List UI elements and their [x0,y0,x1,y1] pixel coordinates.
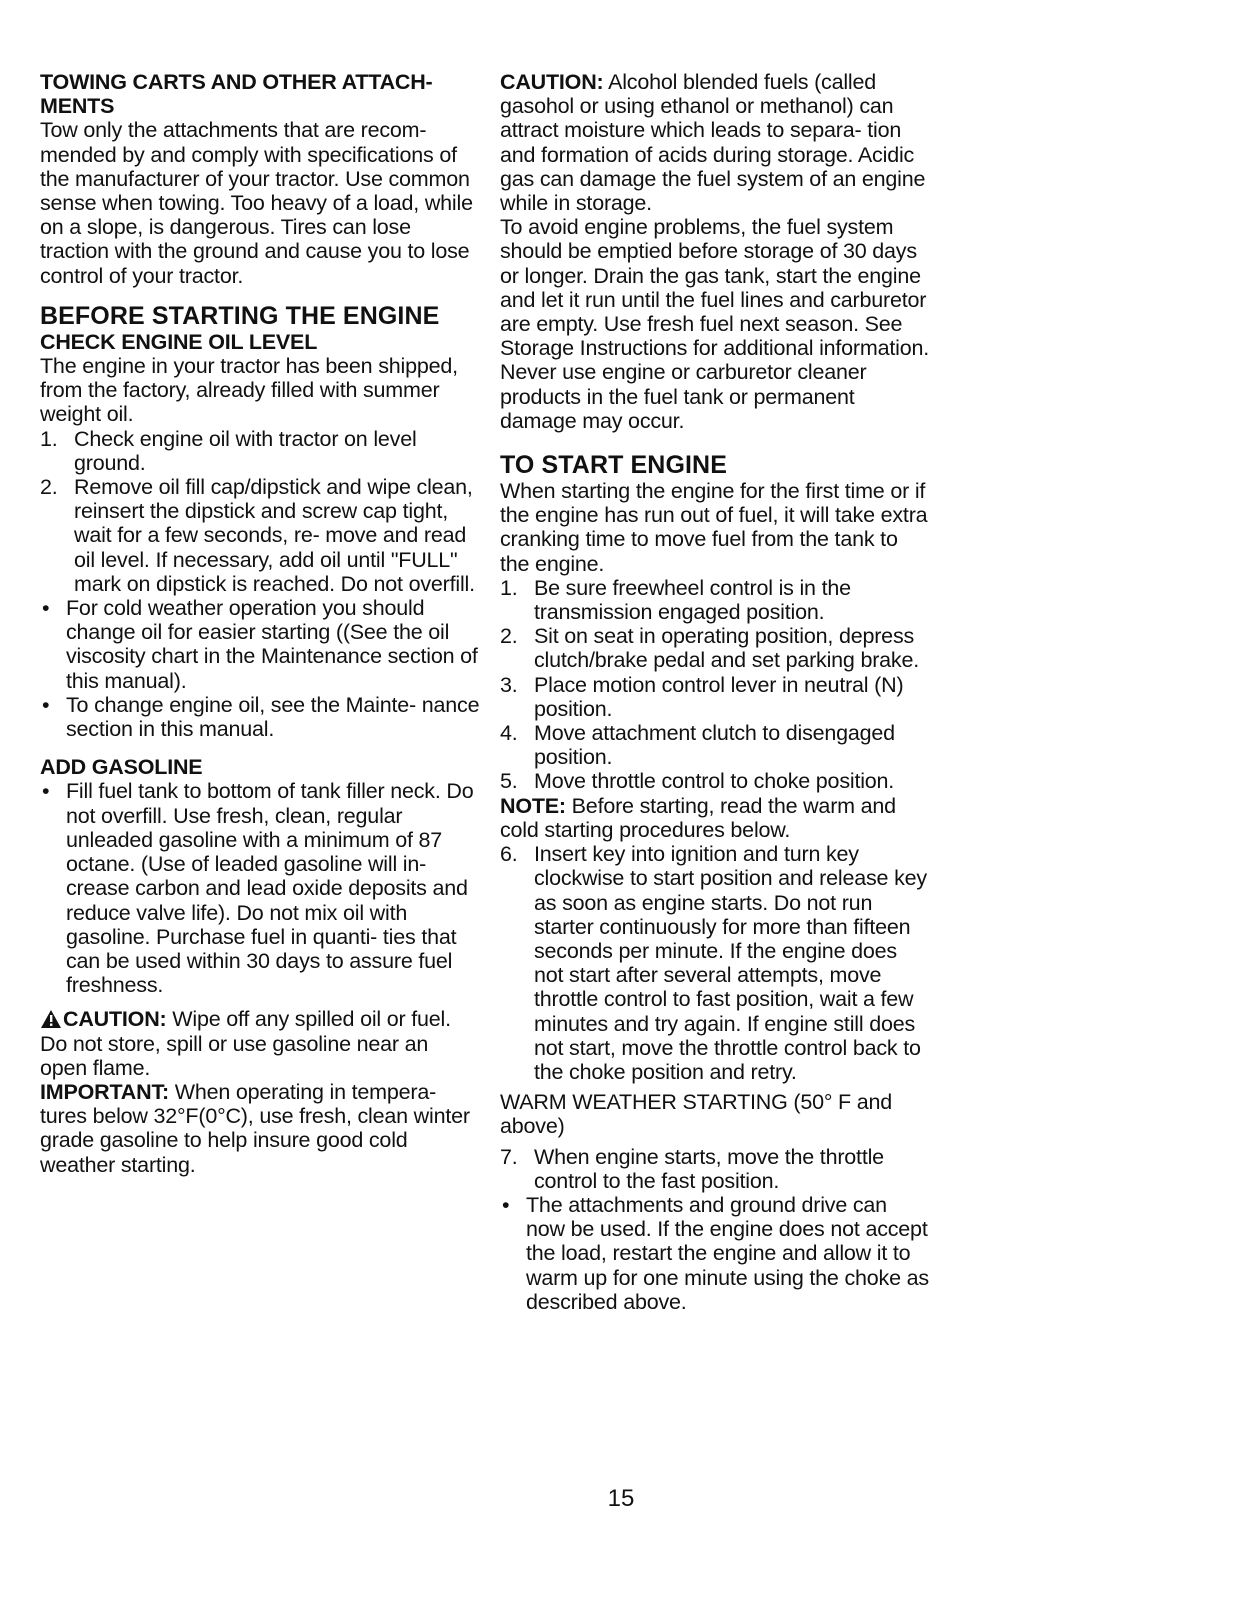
bullet-icon: • [502,1192,510,1217]
bullet-text: For cold weather operation you should change oil for easier starting ((See the oil viscosity chart in the Maintenance section of this manual). [66,596,478,693]
towing-body: Tow only the attachments that are recom- mended by and comply with specifications of the manufacturer of your tractor. Use common sense when towing. Too heavy of a load, while on a slope, is dangerous. Tires can lose traction with the ground and cause you to lose control of your tractor. [40,118,473,288]
start-intro: When starting the engine for the first time or if the engine has run out of fuel, it will take extra cranking time to move fuel from the tank to the engine. [500,479,928,576]
fuel-caution [500,70,930,215]
list-item [500,721,930,769]
bullet-icon: • [42,596,50,621]
caution-label: CAUTION: [500,70,604,94]
bullet-item [500,1193,930,1314]
bullet-item [40,779,480,997]
step-text: Check engine oil with tractor on level ground. [74,426,417,475]
step-number: 1. [40,426,58,451]
bullet-text: To change engine oil, see the Mainte- nance section in this manual. [66,692,480,742]
bullet-item [40,596,480,693]
warning-triangle-icon [40,1009,62,1029]
step-number: 1. [500,575,518,600]
step-text: Sit on seat in operating position, depress clutch/brake pedal and set parking brake. [534,624,920,673]
oil-intro: The engine in your tractor has been shipped, from the factory, already filled with summer weight oil. [40,354,458,427]
step-number: 5. [500,769,518,794]
step-number: 7. [500,1144,518,1169]
bullet-item [40,693,480,741]
to-start-engine-heading: TO START ENGINE [500,451,727,480]
caution-label: CAUTION: [63,1007,167,1032]
add-gasoline-heading: ADD GASOLINE [40,755,203,780]
step-number: 4. [500,721,518,746]
page-number: 15 [607,1485,635,1512]
list-item [500,842,930,1084]
bullet-text: The attachments and ground drive can now be used. If the engine does not accept the load, restart the engine and allow it to warm up for one minute using the choke as described above. [526,1192,929,1314]
step-text: When engine starts, move the throttle control to the fast position. [534,1144,884,1193]
step-number: 2. [40,475,58,500]
step-text: Insert key into ignition and turn key clockwise to start position and release key as soon as engine starts. Do not run starter continuously for more than fifteen seconds per minute. If the engine does not start after several attempts, move throttle control to fast position, wait a few minutes and try again. If engine still does not start, move the throttle control back to the choke position and retry. [534,842,927,1084]
important-text: When operating in tempera- tures below 32°F(0°C), use fresh, clean winter grade gasoline to help insure good cold weather starting. [40,1079,470,1177]
step-text: Move throttle control to choke position. [534,769,895,794]
bullet-icon: • [42,692,50,717]
note-label: NOTE: [500,793,566,818]
important-label: IMPORTANT: [40,1079,169,1104]
note-text: Before starting, read the warm and cold starting procedures below. [500,793,896,842]
warm-weather-heading: WARM WEATHER STARTING (50° F and above) [500,1090,893,1139]
gasoline-important [40,1080,480,1177]
step-number: 3. [500,672,518,697]
list-item [500,673,930,721]
start-note [500,794,930,842]
check-oil-heading: CHECK ENGINE OIL LEVEL [40,329,318,354]
caution-text: Wipe off any spilled oil or fuel. Do not store, spill or use gasoline near an open flame. [40,1007,451,1080]
right-column [500,70,930,1314]
before-starting-heading: BEFORE STARTING THE ENGINE [40,301,440,330]
storage-text: To avoid engine problems, the fuel system should be emptied before storage of 30 days or longer. Drain the gas tank, start the engine and let it run until the fuel lines and carburetor are empty. Use fresh fuel next season. See Storage Instructions for additional information. [500,215,929,361]
step-text: Remove oil fill cap/dipstick and wipe clean, reinsert the dipstick and screw cap tight, wait for a few seconds, re- move and read oil level. If necessary, add oil until "FULL" mark on dipstick is reached. Do not overfill. [74,475,475,596]
list-item [500,576,930,624]
towing-heading: TOWING CARTS AND OTHER ATTACH- MENTS [40,70,433,119]
step-number: 6. [500,842,518,867]
list-item [500,769,930,793]
list-item [500,1145,930,1193]
list-item [500,624,930,672]
step-text: Place motion control lever in neutral (N) position. [534,672,904,721]
cleaner-text: Never use engine or carburetor cleaner products in the fuel tank or permanent damage may occur. [500,360,867,433]
caution-text: Alcohol blended fuels (called gasohol or using ethanol or methanol) can attract moisture which leads to separa- tion and formation of acids during storage. Acidic gas can damage the fuel system of an engine while in storage. [500,70,926,216]
step-text: Be sure freewheel control is in the transmission engaged position. [534,575,851,625]
bullet-icon: • [42,779,50,804]
step-number: 2. [500,624,518,649]
gasoline-caution [40,1007,480,1080]
step-text: Move attachment clutch to disengaged position. [534,721,895,770]
bullet-text: Fill fuel tank to bottom of tank filler neck. Do not overfill. Use fresh, clean, regular unleaded gasoline with a minimum of 87 octane. (Use of leaded gasoline will in- crease carbon and lead oxide deposits and reduce valve life). Do not mix oil with gasoline. Purchase fuel in quanti- ties that can be used within 30 days to assure fuel freshness. [66,779,474,998]
list-item [40,475,480,596]
list-item [40,427,480,475]
left-column [40,70,480,1177]
